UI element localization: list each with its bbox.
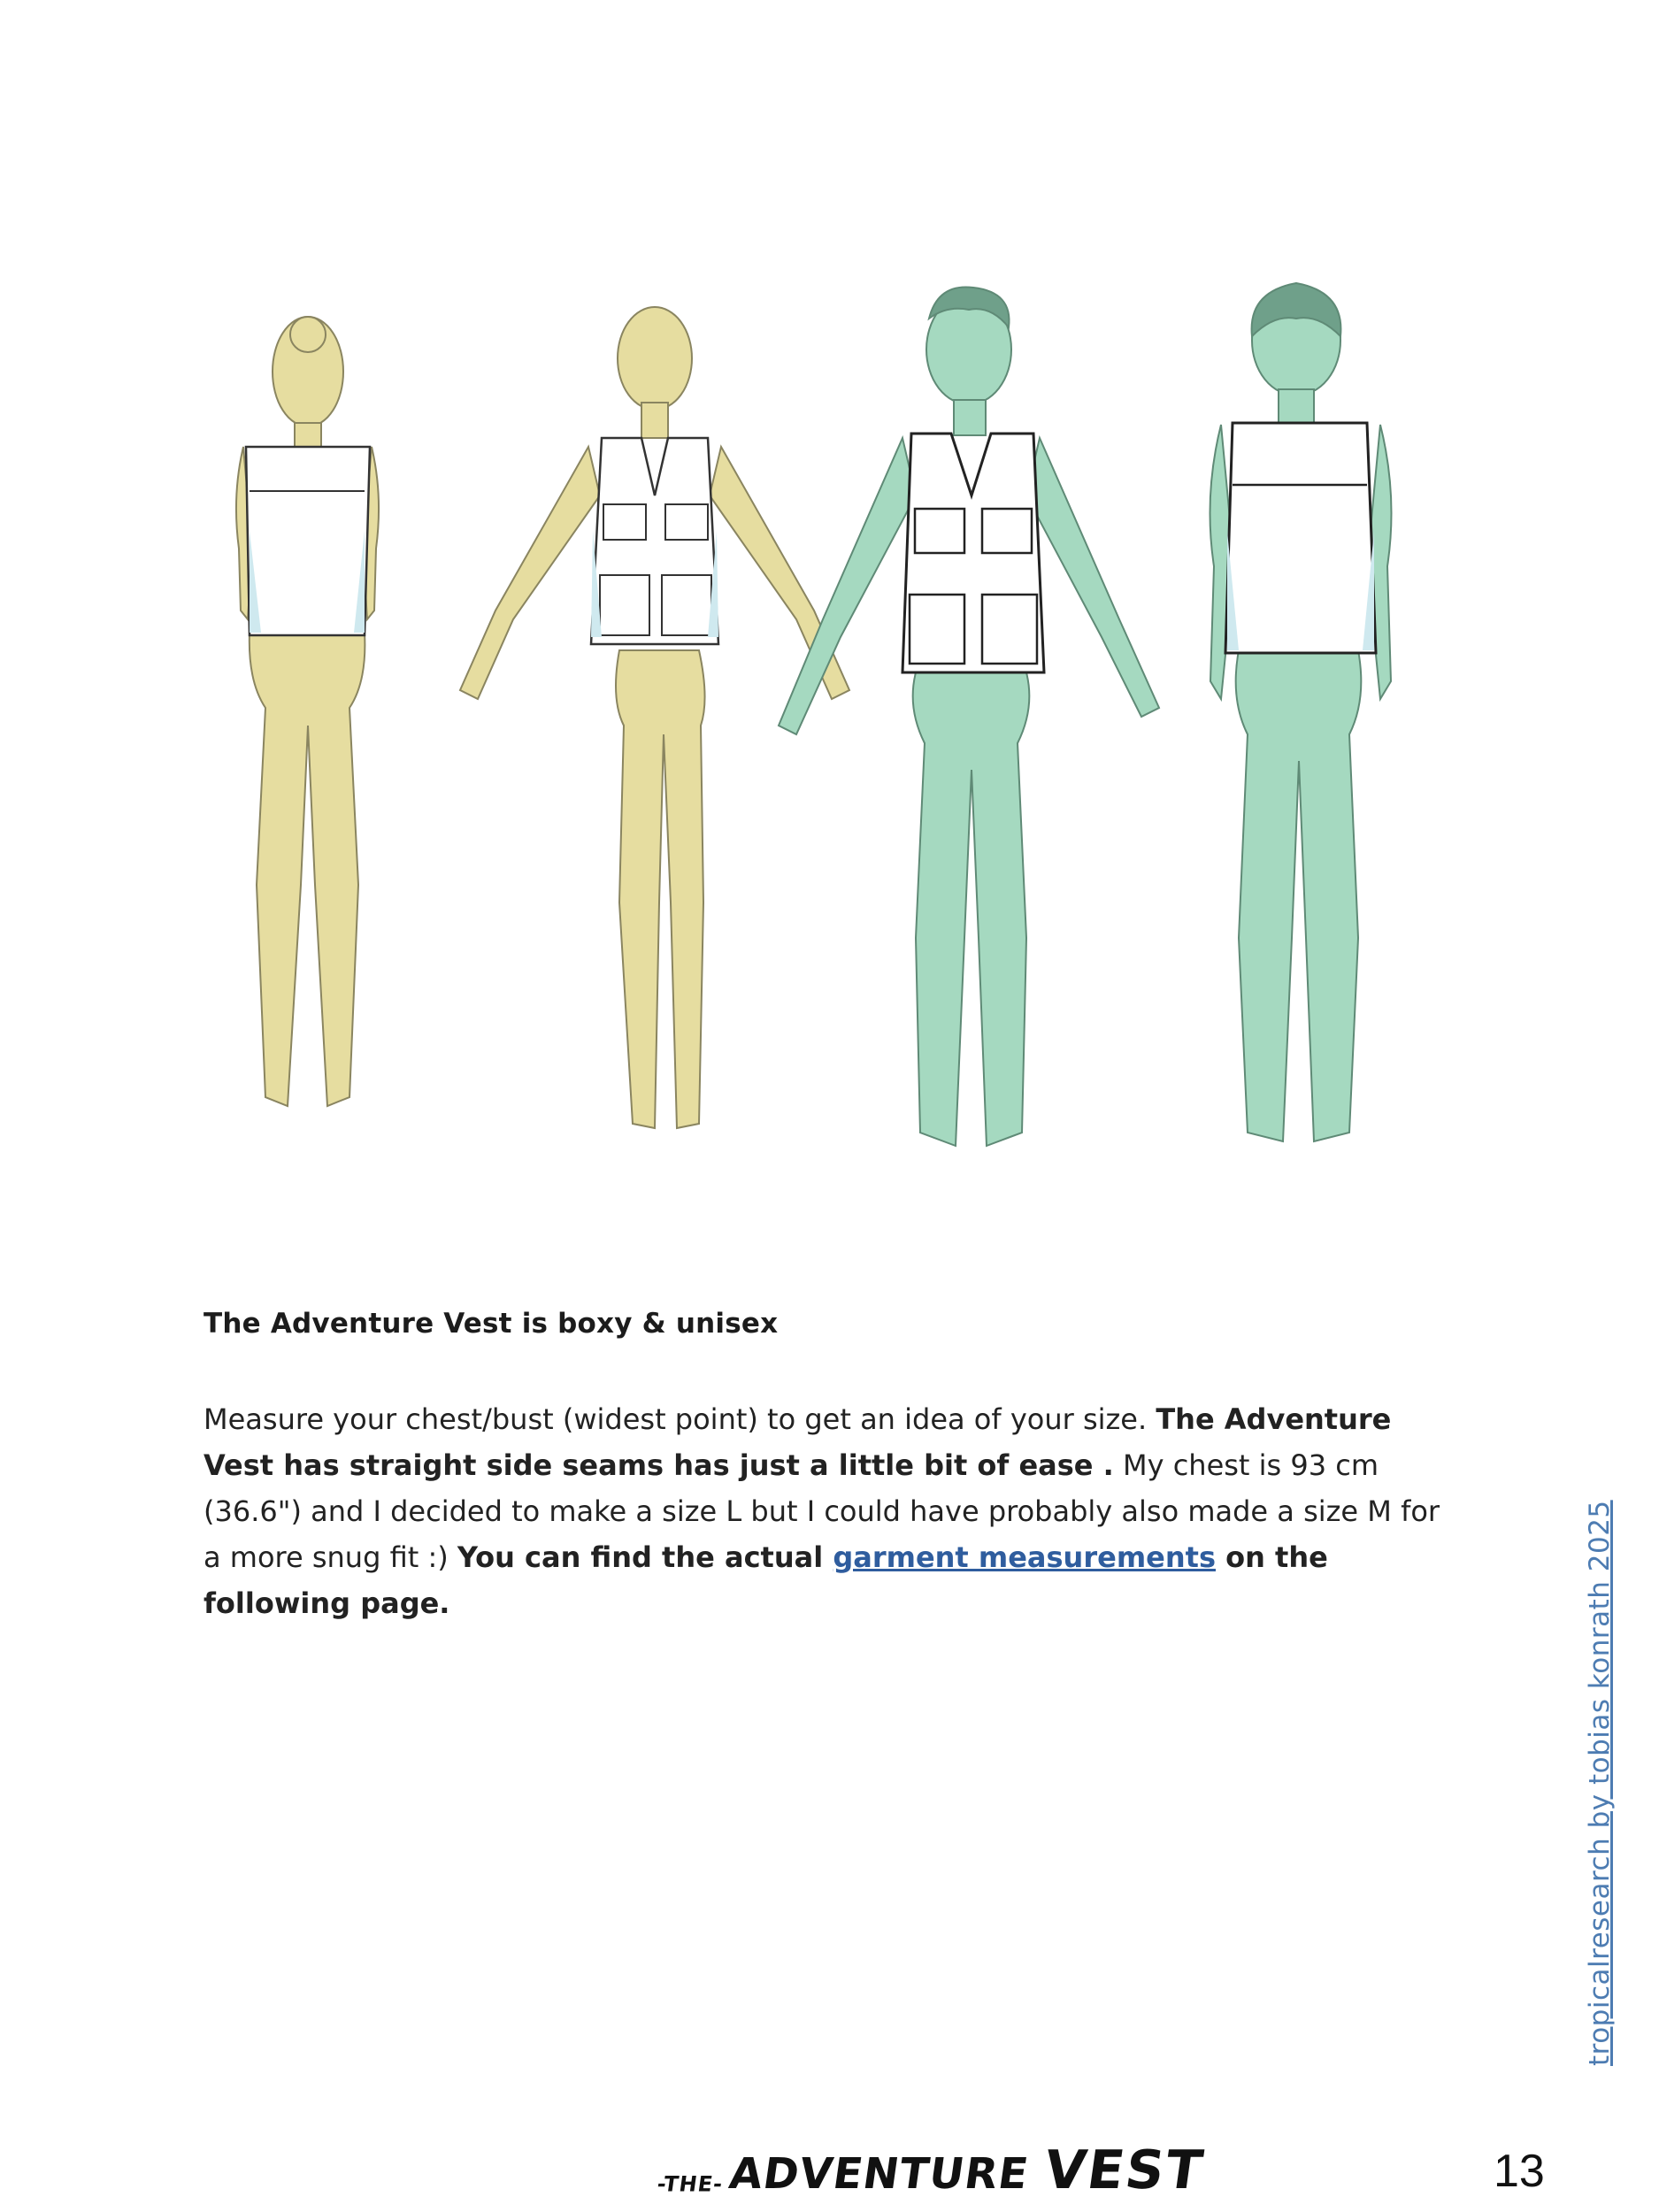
body-paragraph	[204, 1396, 1451, 1626]
body-text-bold-run: on the following page.	[204, 1540, 1328, 1620]
body-text-bold-run: You can find the actual	[457, 1540, 833, 1574]
logo-adventure: ADVENTURE	[726, 2149, 1033, 2199]
male-back-figure	[1210, 283, 1392, 1141]
body-text-run: My chest is 93 cm (36.6") and I decided to make a size L but I could have probably also made a size M for a more snug fit :)	[204, 1448, 1440, 1574]
section-heading: The Adventure Vest is boxy & unisex	[204, 1308, 779, 1340]
body-text-bold-run: The Adventure Vest has straight side seams has just a little bit of ease .	[204, 1402, 1392, 1482]
logo-the: -THE-	[655, 2171, 726, 2197]
logo-vest: VEST	[1040, 2139, 1209, 2201]
page-number: 13	[1494, 2146, 1545, 2197]
footer-logo	[655, 2139, 1208, 2201]
body-text-run: Measure your chest/bust (widest point) to get an idea of your size.	[204, 1402, 1156, 1436]
male-front-figure	[779, 287, 1159, 1146]
garment-measurements-link[interactable]: garment measurements	[833, 1540, 1216, 1574]
sidebar-credit-link[interactable]: tropicalresearch by tobias konrath 2025	[1584, 1500, 1616, 2066]
female-back-figure	[236, 317, 379, 1106]
